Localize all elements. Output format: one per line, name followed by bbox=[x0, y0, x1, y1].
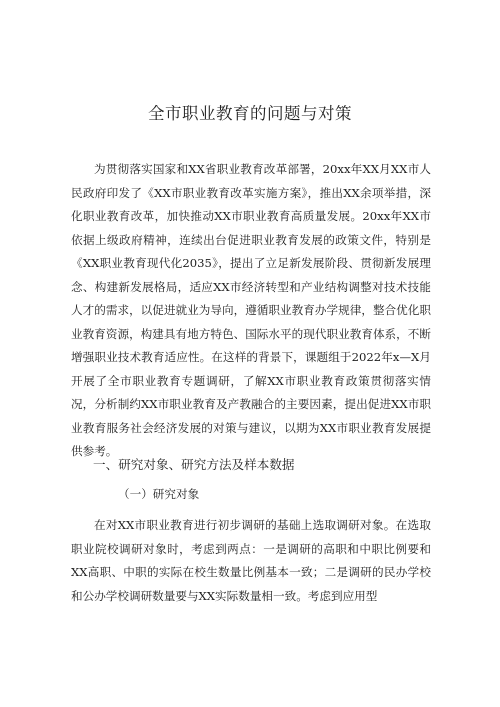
research-paragraph: 在对XX市职业教育进行初步调研的基础上选取调研对象。在选取职业院校调研对象时，考虑到两点：一是调研的高职和中职比例要和XX高职、中职的实际在校生数量比例基本一致；二是调研的民办学校和公办学校调研数量要与XX实际数量相一致。考虑到应用型 bbox=[71, 518, 431, 603]
section-heading: 一、研究对象、研究方法及样本数据 bbox=[93, 457, 295, 472]
subsection-heading: （一）研究对象 bbox=[118, 487, 200, 501]
intro-paragraph: 为贯彻落实国家和XX省职业教育改革部署，20xx年XX月XX市人民政府印发了《XX市职业教育改革实施方案》，推出XX余项举措，深化职业教育改革，加快推动XX市职业教育高质量发展。20xx年XX市依据上级政府精神，连续出台促进职业教育发展的政策文件，特别是《XX职业教育现代化2035》，提出了立足新发展阶段、贯彻新发展理念、构建新发展格局，适应XX市经济转型和产业结构调整对技术技能人才的需求，以促进就业为导向，遵循职业教育办学规律，整合优化职业教育资源，构建具有地方特色、国际水平的现代职业教育体系，不断增强职业技术教育适应性。在这样的背景下，课题组于2022年x—X月开展了全市职业教育专题调研，了解XX市职业教育政策贯彻落实情况，分析制约XX市职业教育及产教融合的主要因素，提出促进XX市职业教育服务社会经济发展的对策与建议，以期为XX市职业教育发展提供参考。 bbox=[71, 162, 431, 458]
document-title: 全市职业教育的问题与对策 bbox=[148, 104, 352, 123]
